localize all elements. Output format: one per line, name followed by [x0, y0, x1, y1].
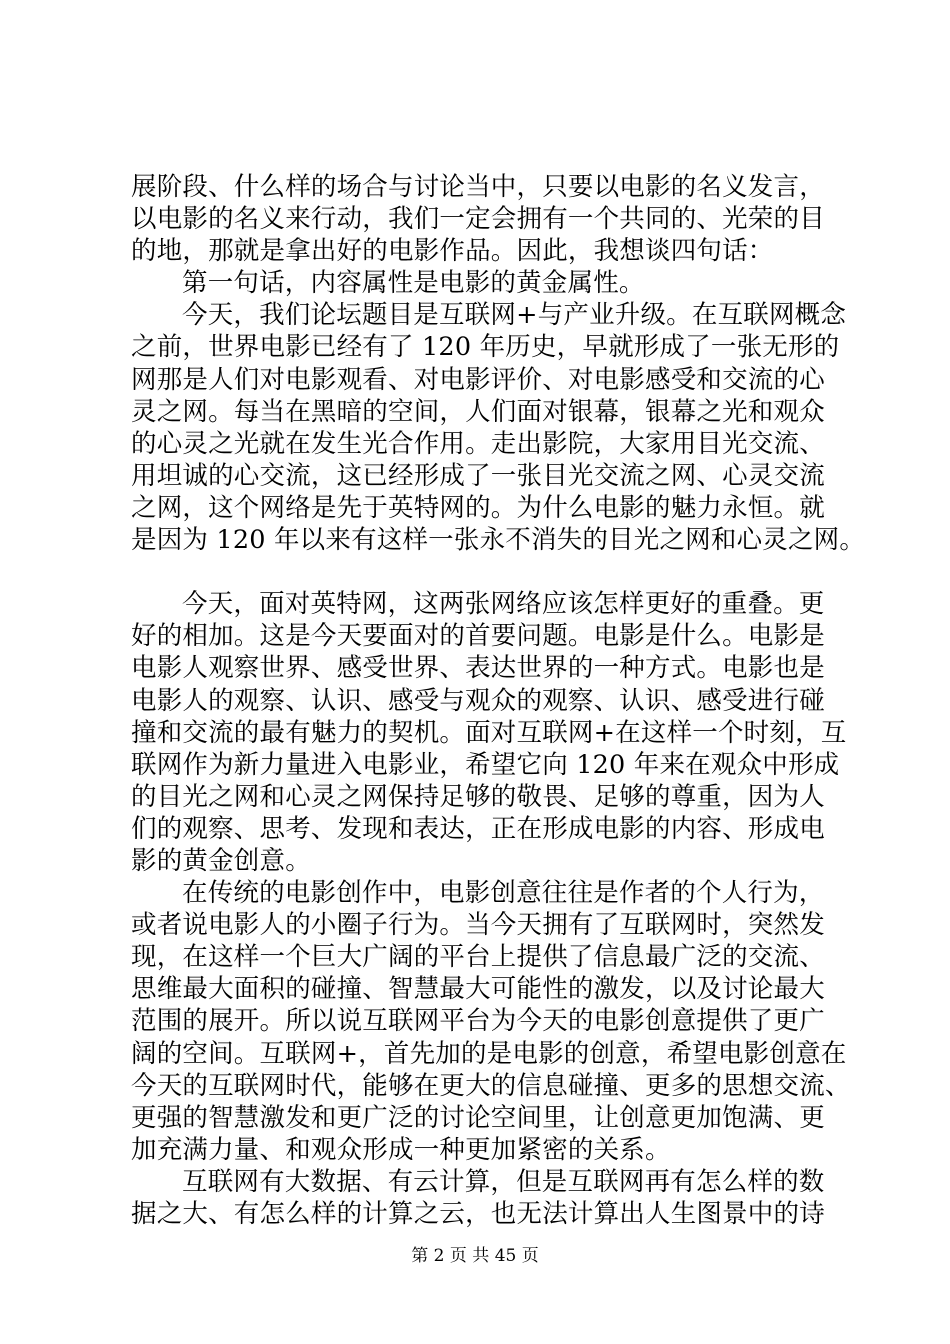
text-line: 们的观察、思考、发现和表达，正在形成电影的内容、形成电 [131, 813, 825, 844]
text-line: 今天，我们论坛题目是互联网+与产业升级。在互联网概念 [182, 300, 847, 331]
text-line: 电影人的观察、认识、感受与观众的观察、认识、感受进行碰 [131, 685, 825, 716]
text-line: 互联网有大数据、有云计算，但是互联网再有怎么样的数 [182, 1166, 825, 1197]
text-line: 用坦诚的心交流，这已经形成了一张目光交流之网、心灵交流 [131, 460, 825, 491]
text-line: 的心灵之光就在发生光合作用。走出影院，大家用目光交流、 [131, 428, 825, 459]
text-line: 是因为 120 年以来有这样一张永不消失的目光之网和心灵之网。 [131, 525, 866, 556]
text-line: 的目光之网和心灵之网保持足够的敬畏、足够的尊重，因为人 [131, 781, 825, 812]
text-line: 或者说电影人的小圈子行为。当今天拥有了互联网时，突然发 [131, 910, 825, 941]
text-line: 范围的展开。所以说互联网平台为今天的电影创意提供了更广 [131, 1006, 825, 1037]
text-line: 灵之网。每当在黑暗的空间，人们面对银幕，银幕之光和观众 [131, 396, 825, 427]
text-line: 思维最大面积的碰撞、智慧最大可能性的激发，以及讨论最大 [131, 974, 825, 1005]
text-line: 更强的智慧激发和更广泛的讨论空间里，让创意更加饱满、更 [131, 1102, 825, 1133]
text-line: 之网，这个网络是先于英特网的。为什么电影的魅力永恒。就 [131, 492, 825, 523]
text-line: 在传统的电影创作中，电影创意往往是作者的个人行为， [182, 878, 825, 909]
page-number-footer: 第 2 页 共 45 页 [411, 1246, 539, 1266]
text-line: 今天，面对英特网，这两张网络应该怎样更好的重叠。更 [182, 589, 825, 620]
paragraph-heading: 第一句话，内容属性是电影的黄金属性。 [182, 268, 645, 299]
text-line: 电影人观察世界、感受世界、表达世界的一种方式。电影也是 [131, 653, 825, 684]
text-line: 好的相加。这是今天要面对的首要问题。电影是什么。电影是 [131, 621, 825, 652]
text-line: 网那是人们对电影观看、对电影评价、对电影感受和交流的心 [131, 364, 825, 395]
text-line: 展阶段、什么样的场合与讨论当中，只要以电影的名义发言， [131, 172, 825, 202]
paragraph-gap [131, 556, 843, 588]
text-line: 现，在这样一个巨大广阔的平台上提供了信息最广泛的交流、 [131, 942, 825, 973]
text-line: 撞和交流的最有魅力的契机。面对互联网+在这样一个时刻，互 [131, 717, 847, 748]
text-line: 阔的空间。互联网+，首先加的是电影的创意，希望电影创意在 [131, 1038, 847, 1069]
text-line: 的地，那就是拿出好的电影作品。因此，我想谈四句话： [131, 236, 774, 267]
document-body [131, 171, 866, 1230]
text-line: 加充满力量、和观众形成一种更加紧密的关系。 [131, 1134, 671, 1165]
text-line: 影的黄金创意。 [131, 845, 311, 876]
text-line: 以电影的名义来行动，我们一定会拥有一个共同的、光荣的目 [131, 204, 825, 235]
text-line: 联网作为新力量进入电影业，希望它向 120 年来在观众中形成 [131, 749, 840, 780]
text-line: 据之大、有怎么样的计算之云，也无法计算出人生图景中的诗 [131, 1199, 825, 1229]
text-line: 之前，世界电影已经有了 120 年历史，早就形成了一张无形的 [131, 332, 840, 363]
text-line: 今天的互联网时代，能够在更大的信息碰撞、更多的思想交流、 [131, 1070, 851, 1101]
